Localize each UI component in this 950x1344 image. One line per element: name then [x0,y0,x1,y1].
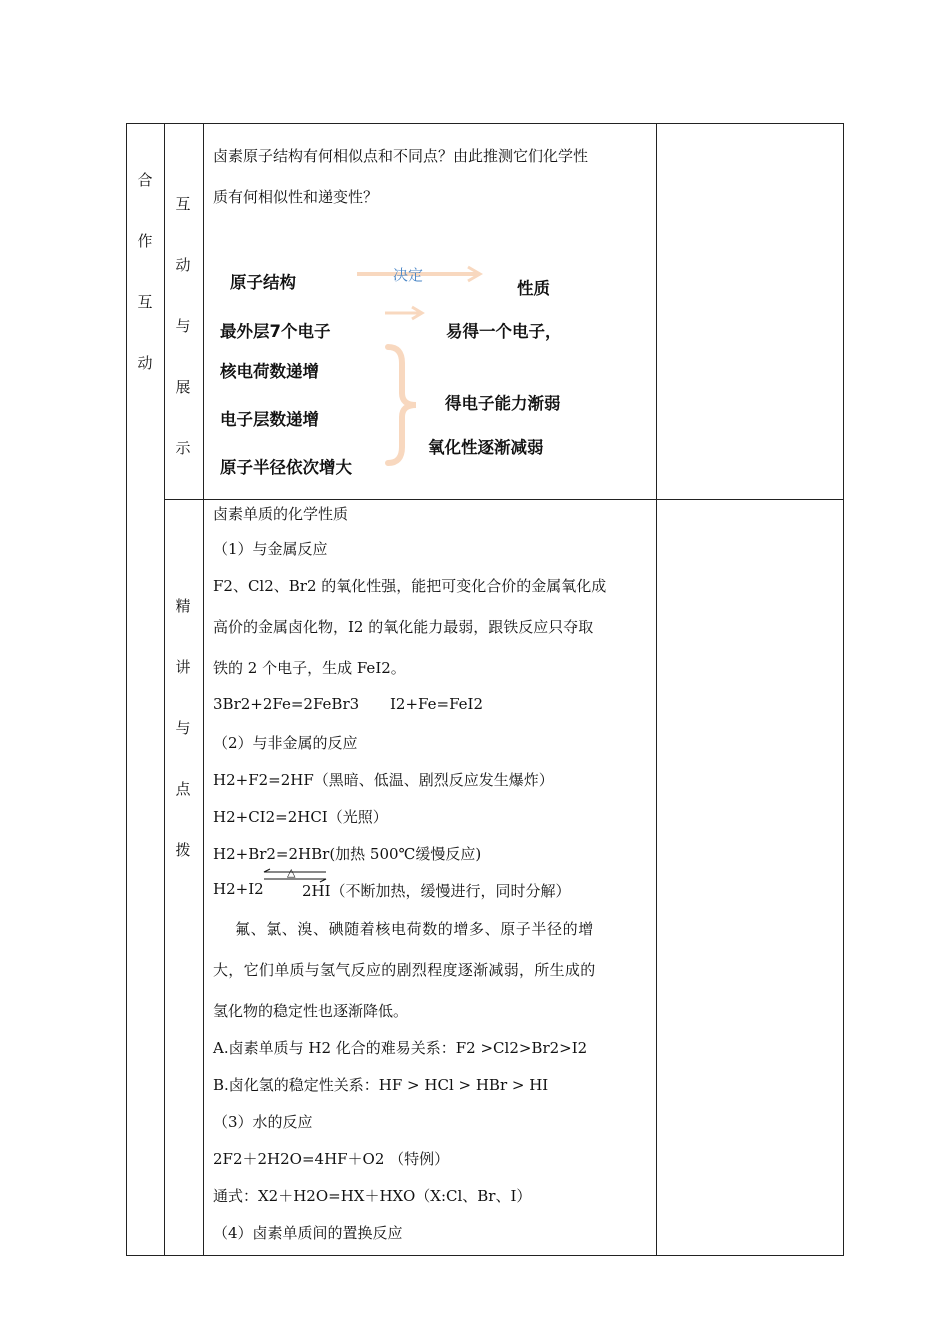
table-col2-border [164,123,165,1256]
section1-label-char: 与 [175,317,191,335]
equation-line: 通式：X2＋H2O=HX＋HXO（X:Cl、Br、I） [213,1187,532,1205]
equation-line: H2+F2=2HF（黑暗、低温、剧烈反应发生爆炸） [213,771,554,789]
content-line: 卤素单质的化学性质 [213,505,349,523]
left-column-char: 动 [137,354,153,372]
content-line: A.卤素单质与 H2 化合的难易关系：F2 >Cl2>Br2>I2 [213,1039,588,1057]
decides-label: 决定 [393,266,424,284]
diagram-left-item: 最外层7个电子 [220,322,331,341]
question-line-2: 质有何相似性和递变性？ [213,188,379,206]
content-line: （1）与金属反应 [213,540,328,558]
table-left-border [126,123,127,1256]
diagram-right-item: 氧化性逐渐减弱 [428,438,544,457]
table-col4-border [656,123,657,1256]
short-arrow [383,304,427,322]
diagram-right-title: 性质 [517,279,550,298]
section1-label [172,194,194,499]
section2-label-char: 拨 [175,841,191,859]
section2-label-char: 点 [175,780,191,798]
left-column-char: 互 [137,293,153,311]
content-line: 铁的 2 个电子，生成 FeI2。 [213,659,406,677]
diagram-left-title: 原子结构 [230,273,296,292]
left-column-char: 合 [137,171,153,189]
content-line: 高价的金属卤化物，I2 的氧化能力最弱，跟铁反应只夺取 [213,618,594,636]
content-line: 氢化物的稳定性也逐渐降低。 [213,1002,409,1020]
diagram-right-item: 易得一个电子， [446,322,562,341]
content-line: B.卤化氢的稳定性关系：HF > HCl > HBr > HI [213,1076,549,1094]
left-column-label [134,170,156,414]
section1-label-char: 展 [175,378,191,396]
equation-line: 2F2＋2H2O=4HF＋O2 （特例） [213,1150,450,1168]
diagram-right-item: 得电子能力渐弱 [445,394,561,413]
content-line: 大，它们单质与氢气反应的剧烈程度逐渐减弱，所生成的 [213,961,596,979]
section1-label-char: 动 [175,256,191,274]
table-col3-border [203,123,204,1256]
diagram-left-item: 核电荷数递增 [220,362,319,381]
equation-line: I2+Fe=FeI2 [390,695,484,713]
content-line: F2、Cl2、Br2 的氧化性强，能把可变化合价的金属氧化成 [213,577,607,595]
content-line: 氟、氯、溴、碘随着核电荷数的增多、原子半径的增 [235,920,594,938]
heat-symbol: △ [287,866,296,879]
table-top-border [126,123,844,124]
equation-line: H2+I2 [213,880,264,898]
equation-line: 3Br2+2Fe=2FeBr3 [213,695,360,713]
equation-line: H2+CI2=2HCI（光照） [213,808,388,826]
row-divider [164,499,844,500]
section2-label [172,596,194,901]
left-column-char: 作 [137,232,153,250]
table-bottom-border [126,1255,844,1256]
table-right-border [843,123,844,1256]
section2-label-char: 与 [175,719,191,737]
brace-icon [384,343,424,467]
section2-label-char: 讲 [175,658,191,676]
diagram-left-item: 电子层数递增 [220,410,319,429]
content-line: （3）水的反应 [213,1113,313,1131]
content-line: （4）卤素单质间的置换反应 [213,1224,403,1242]
content-line: （2）与非金属的反应 [213,734,358,752]
section1-label-char: 示 [175,439,191,457]
diagram-left-item: 原子半径依次增大 [220,458,352,477]
equation-line: H2+Br2=2HBr(加热 500℃缓慢反应) [213,845,482,863]
section1-label-char: 互 [175,195,191,213]
question-line-1: 卤素原子结构有何相似点和不同点？由此推测它们化学性 [213,147,589,165]
section2-label-char: 精 [175,597,191,615]
equation-line: 2HI（不断加热，缓慢进行，同时分解） [302,882,571,900]
